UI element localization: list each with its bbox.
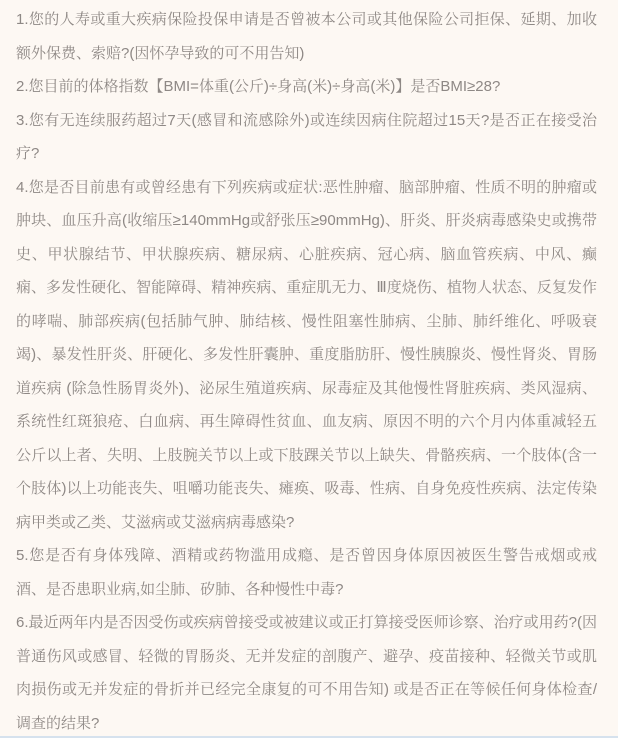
question-1: 1.您的人寿或重大疾病保险投保申请是否曾被本公司或其他保险公司拒保、延期、加收额外保费、索赔?(因怀孕导致的可不用告知): [16, 11, 597, 62]
right-gutter: [618, 0, 630, 738]
question-5: 5.您是否有身体残障、酒精或药物滥用成瘾、是否曾因身体原因被医生警告戒烟或戒酒、是否患职业病,如尘肺、矽肺、各种慢性中毒?: [16, 547, 597, 598]
question-2: 2.您目前的体格指数【BMI=体重(公斤)÷身高(米)÷身高(米)】是否BMI≥28?: [16, 78, 501, 95]
question-4: 4.您是否目前患有或曾经患有下列疾病或症状:恶性肿瘤、脑部肿瘤、性质不明的肿瘤或肿块、血压升高(收缩压≥140mmHg或舒张压≥90mmHg)、肝炎、肝炎病毒感染史或携带史、甲状腺结节、甲状腺疾病、糖尿病、心脏疾病、冠心病、脑血管疾病、中风、癫痫、多发性硬化、智能障碍、精神疾病、重症肌无力、Ⅲ度烧伤、植物人状态、反复发作的哮喘、肺部疾病(包括肺气肿、肺结核、慢性阻塞性肺病、尘肺、肺纤维化、呼吸衰竭)、暴发性肝炎、肝硬化、多发性肝囊肿、重度脂肪肝、慢性胰腺炎、慢性肾炎、胃肠道疾病 (除急性肠胃炎外)、泌尿生殖道疾病、尿毒症及其他慢性肾脏疾病、类风湿病、系统性红斑狼疮、白血病、再生障碍性贫血、血友病、原因不明的六个月内体重减轻五公斤以上者、失明、上肢腕关节以上或下肢踝关节以上缺失、骨骼疾病、一个肢体(含一个肢体)以上功能丧失、咀嚼功能丧失、瘫痪、吸毒、性病、自身免疫性疾病、法定传染病甲类或乙类、艾滋病或艾滋病病毒感染?: [16, 178, 597, 531]
question-3: 3.您有无连续服药超过7天(感冒和流感除外)或连续因病住院超过15天?是否正在接受治疗?: [16, 111, 597, 162]
question-6: 6.最近两年内是否因受伤或疾病曾接受或被建议或正打算接受医师诊察、治疗或用药?(因普通伤风或感冒、轻微的胃肠炎、无并发症的剖腹产、避孕、疫苗接种、轻微关节或肌肉损伤或无并发症的骨折并已经完全康复的可不用告知) 或是否正在等候任何身体检查/调查的结果?: [16, 614, 597, 732]
